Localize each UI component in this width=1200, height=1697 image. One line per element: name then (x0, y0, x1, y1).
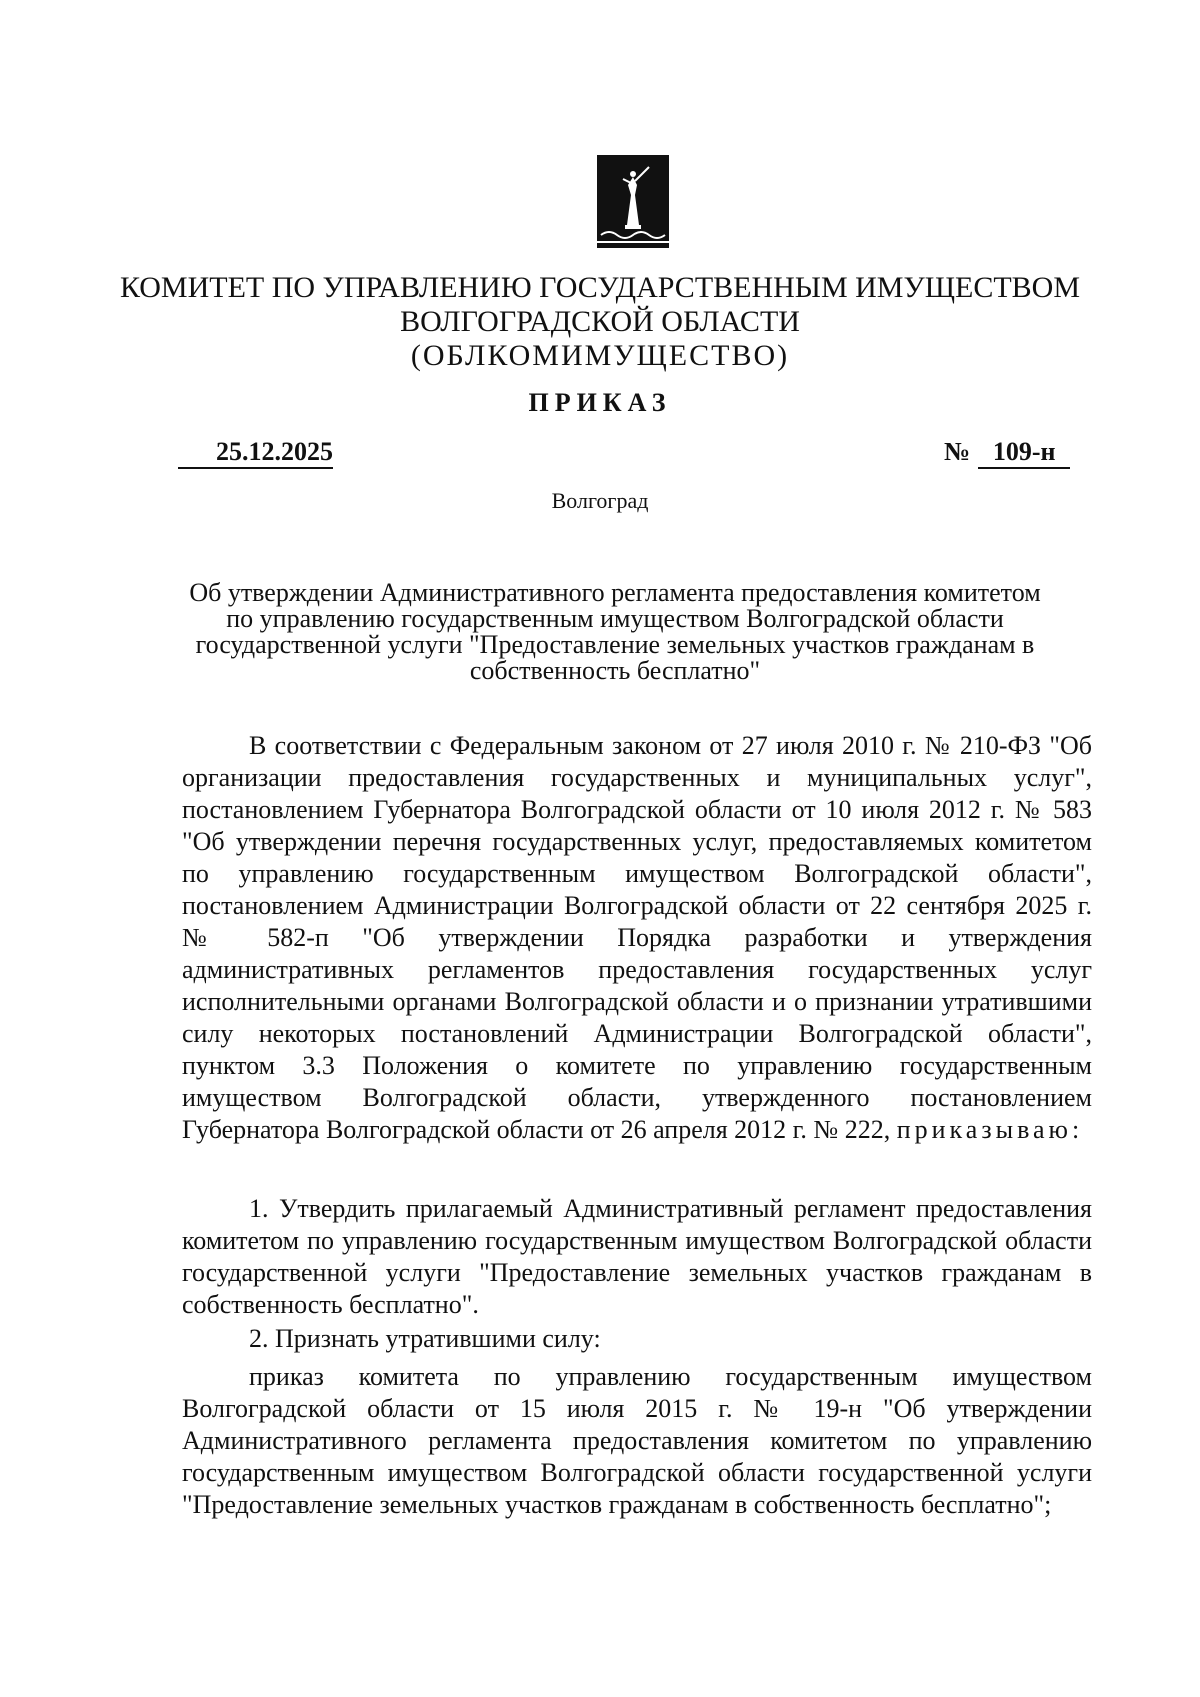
document-title: Об утверждении Административного регламента предоставления комитетом по управлению государственным имуществом Волгоградской области государственной услуги "Предоставление земельных участков гражданам в собственность бесплатно" (189, 578, 1041, 685)
city-name: Волгоград (551, 488, 649, 513)
document-number (944, 437, 1070, 469)
agency-name-line-2: ВОЛГОГРАДСКОЙ ОБЛАСТИ (400, 305, 800, 338)
item-2-sub-1-paragraph: приказ комитета по управлению государственным имуществом Волгоградской области от 15 июля 2015 г. № 19-н "Об утверждении Административного регламента предоставления комитетом по управлению государственным имуществом Волгоградской области государственной услуги "Предоставление земельных участков гражданам в собственность бесплатно"; (182, 1362, 1092, 1519)
preamble-text: В соответствии с Федеральным законом от 27 июля 2010 г. № 210-ФЗ "Об организации предоставления государственных и муниципальных услуг", постановлением Губернатора Волгоградской области от 10 июля 2012 г. № 583 "Об утверждении перечня государственных услуг, предоставляемых комитетом по управлению государственным имуществом Волгоградской области", постановлением Администрации Волгоградской области от 22 сентября 2025 г. № 582-п "Об утверждении Порядка разработки и утверждения административных регламентов предоставления государственных услуг исполнительными органами Волгоградской области и о признании утратившими силу некоторых постановлений Администрации Волгоградской области", пунктом 3.3 Положения о комитете по управлению государственным имуществом Волгоградской области, утвержденного постановлением Губернатора Волгоградской области от 26 апреля 2012 г. № 222, (182, 731, 1092, 1144)
number-sign: № (944, 437, 971, 466)
order-word: приказываю: (896, 1115, 1084, 1144)
volgograd-coat-of-arms-emblem (597, 155, 669, 248)
agency-name-line-1: КОМИТЕТ ПО УПРАВЛЕНИЮ ГОСУДАРСТВЕННЫМ ИМУЩЕСТВОМ (119, 271, 1080, 304)
number-value: 109-н (978, 437, 1070, 469)
item-2-paragraph: 2. Признать утратившими силу: (249, 1324, 601, 1353)
document-date: 25.12.2025 (178, 437, 333, 469)
item-1-paragraph: 1. Утвердить прилагаемый Административный регламент предоставления комитетом по управлению государственным имуществом Волгоградской области государственной услуги "Предоставление земельных участков гражданам в собственность бесплатно". (182, 1194, 1092, 1319)
preamble-paragraph (182, 730, 1092, 1146)
document-type-heading: ПРИКАЗ (528, 388, 672, 417)
agency-short-name: (ОБЛКОМИМУЩЕСТВО) (410, 339, 790, 372)
